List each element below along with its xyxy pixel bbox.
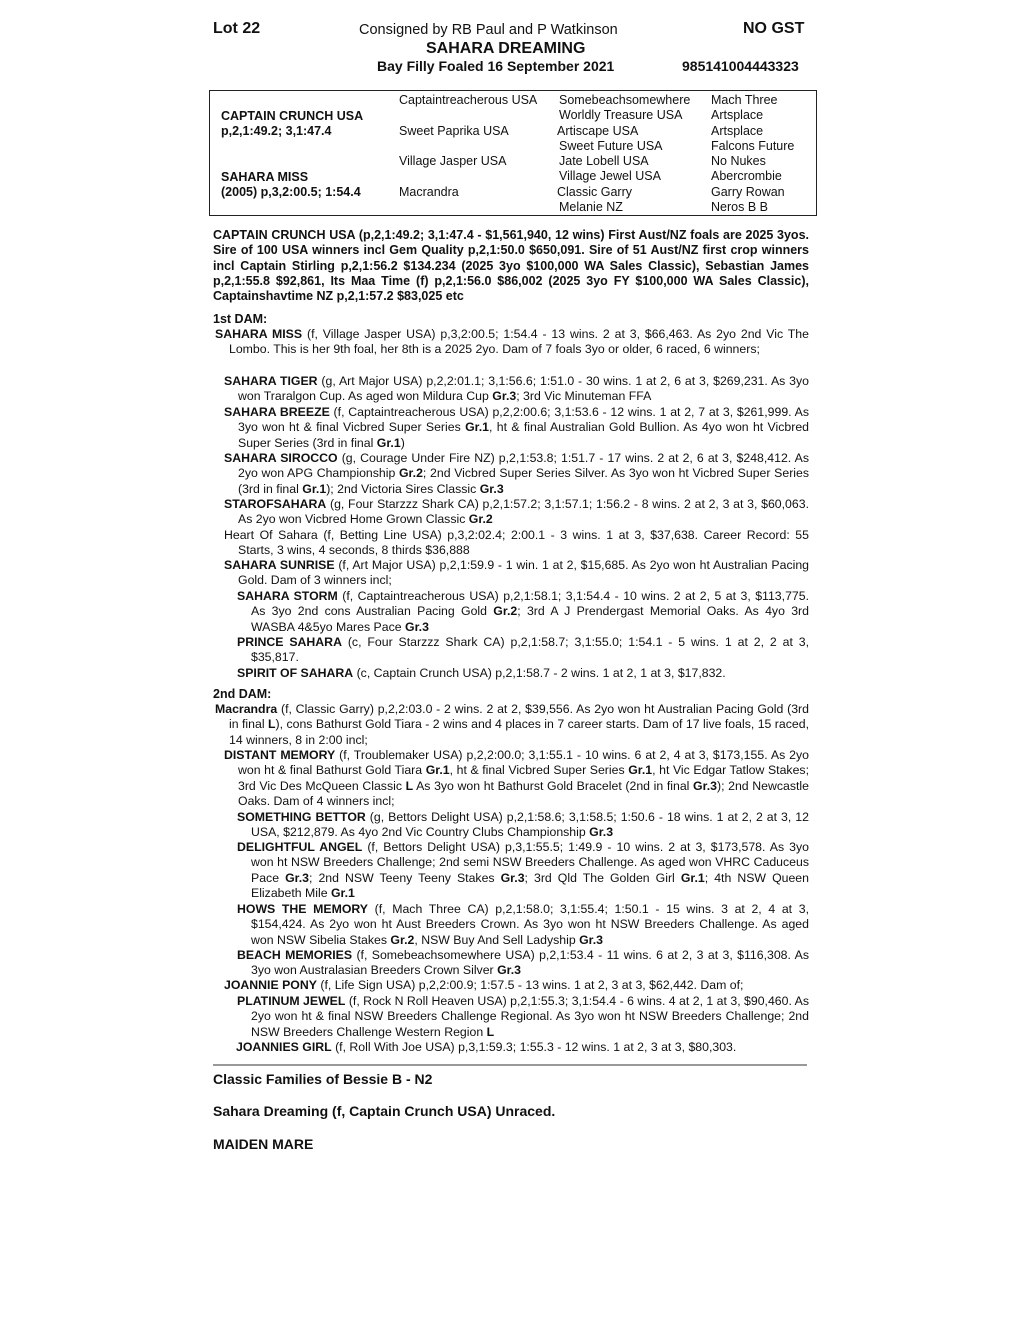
- second-dam-heading: 2nd DAM:: [213, 687, 272, 701]
- entry-text: (g, Four Starzzz Shark CA) p,2,1:57.2; 3,1:57.1; 1:56.2 - 8 wins. 2 at 2, 3 at 3, $60,063. As 2yo won Vicbred Home Grown Classic Gr.2: [238, 497, 809, 527]
- pedigree-g2: Village Jasper USA: [399, 154, 507, 168]
- pedigree-g3: Melanie NZ: [559, 200, 623, 214]
- pedigree-g4: Garry Rowan: [711, 185, 785, 199]
- pedigree-g3: Worldly Treasure USA: [559, 108, 683, 122]
- progeny-entry: [237, 840, 810, 901]
- progeny-entry: [237, 994, 810, 1040]
- pedigree-g4: Falcons Future: [711, 139, 795, 153]
- entry-name: Macrandra: [215, 702, 278, 716]
- pedigree-table: [209, 90, 817, 216]
- dam-record: (2005) p,3,2:00.5; 1:54.4: [221, 185, 361, 199]
- pedigree-g4: Neros B B: [711, 200, 768, 214]
- entry-text: (g, Bettors Delight USA) p,2,1:58.6; 3,1:58.5; 1:50.6 - 18 wins. 1 at 2, 2 at 3, 12 USA, $212,879. As 4yo 2nd Vic Country Clubs Championship Gr.3: [251, 810, 809, 840]
- sire-record: p,2,1:49.2; 3,1:47.4: [221, 124, 332, 138]
- dam-entry: [215, 702, 809, 748]
- pedigree-g4: Mach Three: [711, 93, 778, 107]
- pedigree-g4: No Nukes: [711, 154, 766, 168]
- first-dam-heading: 1st DAM:: [213, 312, 268, 326]
- progeny-entry: [237, 810, 809, 841]
- lot-summary: Sahara Dreaming (f, Captain Crunch USA) Unraced.: [213, 1103, 556, 1119]
- entry-name: SAHARA MISS: [215, 327, 303, 341]
- pedigree-g3: Artiscape USA: [557, 124, 639, 138]
- entry-text: (f, Life Sign USA) p,2,2:00.9; 1:57.5 - 13 wins. 1 at 2, 3 at 3, $62,442. Dam of;: [316, 978, 744, 992]
- entry-name: DELIGHTFUL ANGEL: [237, 840, 363, 854]
- progeny-entry: [224, 978, 809, 993]
- pedigree-g3: Somebeachsomewhere: [559, 93, 691, 107]
- gst-status: NO GST: [743, 20, 805, 37]
- pedigree-g3: Jate Lobell USA: [559, 154, 649, 168]
- entry-text: (f, Troublemaker USA) p,2,2:00.0; 3,1:55.1 - 10 wins. 6 at 2, 4 at 3, $173,155. As 2yo won ht & final Bathurst Gold Tiara Gr.1, ht & final Vicbred Super Series Gr.1, ht Vic Edgar Tatlow Stakes; 3rd Vic Des McQueen Classic L As 3yo won ht Bathurst Gold Bracelet (2nd in final Gr.3); 2nd Newcastle Oaks. Dam of 4 winners incl;: [238, 748, 809, 808]
- pedigree-g4: Abercrombie: [711, 169, 782, 183]
- foaled-info: Bay Filly Foaled 16 September 2021: [377, 58, 615, 74]
- entry-name: HOWS THE MEMORY: [237, 902, 369, 916]
- entry-name: JOANNIES GIRL: [236, 1040, 332, 1054]
- entry-name: PRINCE SAHARA: [237, 635, 342, 649]
- progeny-entry: [224, 558, 809, 589]
- mare-status: MAIDEN MARE: [213, 1136, 314, 1152]
- sire-summary: CAPTAIN CRUNCH USA (p,2,1:49.2; 3,1:47.4 - $1,561,940, 12 wins) First Aust/NZ foals are 2025 3yos. Sire of 100 USA winners incl Gem Quality p,2,1:50.0 $650,091. Sire of 51 Aust/NZ first crop winners incl Captain Stirling p,2,1:56.2 $134.234 (2025 3yo $100,000 WA Sales Classic), Sebastian James p,2,1:55.8 $92,861, Its Maa Time (f) p,2,1:56.0 $86,002 (2025 3yo FY $100,000 WA Sales Classic), Captainshavtime NZ p,2,1:57.2 $83,025 etc: [213, 228, 809, 304]
- entry-text: (f, Classic Garry) p,2,2:03.0 - 2 wins. 2 at 2, $39,556. As 2yo won ht Australian Pacing Gold (3rd in final L), cons Bathurst Gold Tiara - 2 wins and 4 places in 7 career starts. Dam of 17 live foals, 15 raced, 14 winners, 8 in 2:00 incl;: [229, 702, 809, 747]
- microchip-number: 985141004443323: [682, 58, 799, 74]
- entry-name: STAROFSAHARA: [224, 497, 327, 511]
- sire-name: CAPTAIN CRUNCH USA: [221, 109, 364, 123]
- horse-name: SAHARA DREAMING: [426, 40, 586, 57]
- dam-name: SAHARA MISS: [221, 170, 309, 184]
- progeny-entry: [237, 902, 809, 948]
- progeny-entry: [237, 948, 809, 979]
- entry-text: (g, Courage Under Fire NZ) p,2,1:53.8; 1:51.7 - 17 wins. 2 at 2, 6 at 3, $248,412. As 2yo won APG Championship Gr.2; 2nd Vicbred Super Series Silver. As 3yo won ht Vicbred Super Series (3rd in final Gr.1); 2nd Victoria Sires Classic Gr.3: [238, 451, 810, 496]
- entry-text: (c, Captain Crunch USA) p,2,1:58.7 - 2 wins. 1 at 2, 1 at 3, $17,832.: [353, 666, 726, 680]
- pedigree-g2: Sweet Paprika USA: [399, 124, 509, 138]
- entry-name: SAHARA TIGER: [224, 374, 318, 388]
- entry-name: PLATINUM JEWEL: [237, 994, 346, 1008]
- entry-name: JOANNIE PONY: [224, 978, 317, 992]
- progeny-entry: [237, 589, 809, 635]
- entry-text: (f, Village Jasper USA) p,3,2:00.5; 1:54.4 - 13 wins. 2 at 3, $66,463. As 2yo 2nd Vic The Lombo. This is her 9th foal, her 8th is a 2025 2yo. Dam of 7 foals 3yo or older, 6 raced, 6 winners;: [229, 327, 809, 357]
- dam-entry: [215, 327, 809, 358]
- entry-text: (f, Captaintreacherous USA) p,2,1:58.1; 3,1:54.4 - 10 wins. 2 at 2, 5 at 3, $113,775. As 3yo 2nd cons Australian Pacing Gold Gr.2; 3rd A J Prendergast Memorial Oaks. As 4yo 3rd WASBA 4&5yo Mares Pace Gr.3: [251, 589, 809, 634]
- pedigree-g3: Classic Garry: [557, 185, 633, 199]
- consigned-by: Consigned by RB Paul and P Watkinson: [359, 22, 618, 38]
- progeny-entry: [237, 666, 809, 681]
- entry-text: Heart Of Sahara (f, Betting Line USA) p,3,2:02.4; 2:00.1 - 3 wins. 1 at 3, $37,638. Career Record: 55 Starts, 3 wins, 4 seconds, 8 thirds $36,888: [224, 528, 809, 558]
- entry-name: BEACH MEMORIES: [237, 948, 353, 962]
- entry-text: (c, Four Starzzz Shark CA) p,2,1:58.7; 3,1:55.0; 1:54.1 - 5 wins. 1 at 2, 2 at 3, $35,817.: [251, 635, 810, 665]
- entry-name: SAHARA SIROCCO: [224, 451, 338, 465]
- progeny-entry: [224, 528, 809, 559]
- entry-text: (f, Mach Three CA) p,2,1:58.0; 3,1:55.4; 1:50.1 - 15 wins. 3 at 2, 4 at 3, $154,424. As 2yo won ht Aust Breeders Crown. As 3yo won ht NSW Breeders Challenge. As aged won NSW Sibelia Stakes Gr.2, NSW Buy And Sell Ladyship Gr.3: [251, 902, 809, 947]
- entry-text: (g, Art Major USA) p,2,2:01.1; 3,1:56.6; 1:51.0 - 30 wins. 1 at 2, 6 at 3, $269,231. As 3yo won Traralgon Cup. As aged won Mildura Cup Gr.3; 3rd Vic Minuteman FFA: [238, 374, 809, 404]
- pedigree-g2: Macrandra: [399, 185, 459, 199]
- pedigree-g3: Village Jewel USA: [559, 169, 661, 183]
- progeny-entry: [236, 1040, 809, 1055]
- progeny-entry: [224, 497, 809, 528]
- family-line: Classic Families of Bessie B - N2: [213, 1071, 433, 1087]
- entry-text: (f, Art Major USA) p,2,1:59.9 - 1 win. 1 at 2, $15,685. As 2yo won ht Australian Pacing Gold. Dam of 3 winners incl;: [238, 558, 809, 588]
- entry-text: (f, Captaintreacherous USA) p,2,2:00.6; 3,1:53.6 - 12 wins. 1 at 2, 7 at 3, $261,999. As 3yo won ht & final Vicbred Super Series Gr.1, ht & final Australian Gold Bullion. As 4yo won ht Vicbred Super Series (3rd in final Gr.1): [238, 405, 810, 450]
- progeny-entry: [224, 405, 810, 451]
- lot-number: Lot 22: [213, 20, 261, 37]
- pedigree-g2: Captaintreacherous USA: [399, 93, 538, 107]
- pedigree-g4: Artsplace: [711, 108, 764, 122]
- entry-name: SAHARA STORM: [237, 589, 338, 603]
- progeny-entry: [224, 374, 809, 405]
- entry-name: SPIRIT OF SAHARA: [237, 666, 354, 680]
- entry-name: SAHARA SUNRISE: [224, 558, 335, 572]
- entry-text: (f, Rock N Roll Heaven USA) p,2,1:55.3; 3,1:54.4 - 6 wins. 4 at 2, 1 at 3, $90,460. As 2yo won ht & final NSW Breeders Challenge Regional. As 3yo won ht NSW Breeders Challenge; 2nd NSW Breeders Challenge Western Region L: [251, 994, 810, 1039]
- progeny-entry: [237, 635, 810, 666]
- entry-text: (f, Somebeachsomewhere USA) p,2,1:53.4 - 11 wins. 6 at 2, 3 at 3, $116,308. As 3yo won Australasian Breeders Crown Silver Gr.3: [251, 948, 809, 978]
- entry-name: SAHARA BREEZE: [224, 405, 330, 419]
- section-divider: [213, 1064, 807, 1066]
- pedigree-g4: Artsplace: [711, 124, 764, 138]
- progeny-entry: [224, 748, 809, 809]
- progeny-entry: [224, 451, 810, 497]
- pedigree-g3: Sweet Future USA: [559, 139, 663, 153]
- entry-name: DISTANT MEMORY: [224, 748, 336, 762]
- entry-text: (f, Bettors Delight USA) p,3,1:55.5; 1:49.9 - 10 wins. 2 at 3, $173,578. As 3yo won ht NSW Breeders Challenge; 2nd semi NSW Breeders Challenge. As aged won VHRC Caduceus Pace Gr.3; 2nd NSW Teeny Teeny Stakes Gr.3; 3rd Qld The Golden Girl Gr.1; 4th NSW Queen Elizabeth Mile Gr.1: [251, 840, 810, 900]
- entry-name: SOMETHING BETTOR: [237, 810, 366, 824]
- entry-text: (f, Roll With Joe USA) p,3,1:59.3; 1:55.3 - 12 wins. 1 at 2, 3 at 3, $80,303.: [331, 1040, 737, 1054]
